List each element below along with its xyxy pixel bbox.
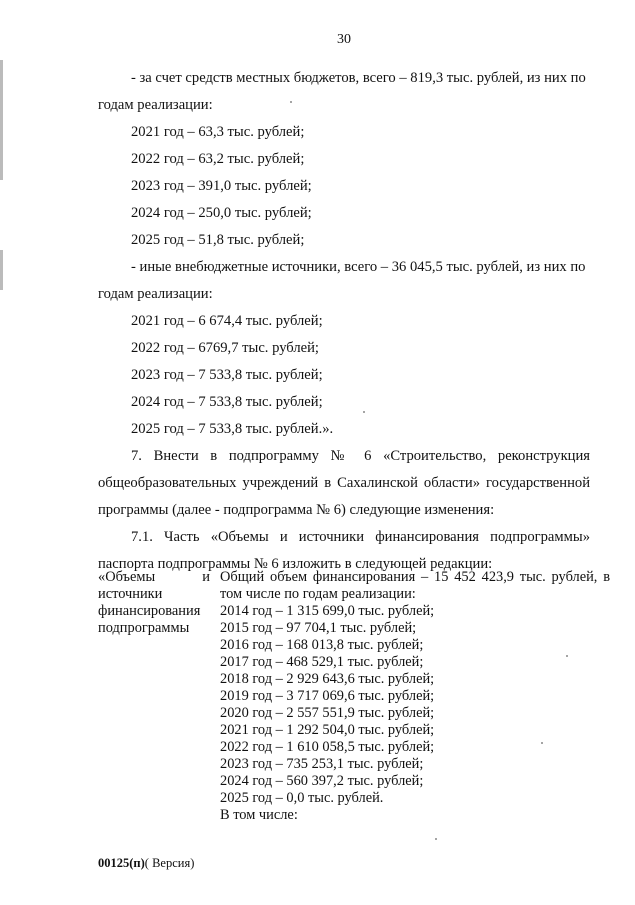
financing-year: 2019 год – 3 717 069,6 тыс. рублей; [220,688,435,704]
extra-budget-intro-cont: годам реализации: [98,286,213,302]
left-cell-line: источники [98,586,163,602]
local-budget-year: 2021 год – 63,3 тыс. рублей; [131,124,305,140]
local-budget-intro-cont: годам реализации: [98,97,213,113]
scan-speck [435,838,437,840]
scan-speck [290,101,292,103]
extra-budget-intro: - иные внебюджетные источники, всего – 36 045,5 тыс. рублей, из них по [131,259,586,275]
extra-budget-year: 2021 год – 6 674,4 тыс. рублей; [131,313,323,329]
financing-tail: В том числе: [220,807,298,823]
financing-total: Общий объем финансирования – 15 452 423,9 тыс. рублей, в том числе по годам реализации: [220,569,610,602]
item7-line1: 7. Внести в подпрограмму № 6 «Строительство, реконструкция [131,448,590,464]
document-footer [98,855,194,871]
financing-year: 2017 год – 468 529,1 тыс. рублей; [220,654,424,670]
financing-year: 2024 год – 560 397,2 тыс. рублей; [220,773,424,789]
item71-line1: 7.1. Часть «Объемы и источники финансирования подпрограммы» [131,529,590,545]
local-budget-year: 2023 год – 391,0 тыс. рублей; [131,178,312,194]
extra-budget-year: 2024 год – 7 533,8 тыс. рублей; [131,394,323,410]
item7-line3: программы (далее - подпрограмма № 6) следующие изменения: [98,502,495,518]
local-budget-year: 2024 год – 250,0 тыс. рублей; [131,205,312,221]
page-number: 30 [337,32,351,47]
local-budget-intro: - за счет средств местных бюджетов, всего – 819,3 тыс. рублей, из них по [131,70,586,86]
left-cell-word: «Объемы [98,569,156,585]
extra-budget-year: 2025 год – 7 533,8 тыс. рублей.». [131,421,334,437]
scan-speck [541,742,543,744]
left-cell-first-row [98,569,210,586]
financing-year: 2018 год – 2 929 643,6 тыс. рублей; [220,671,435,687]
local-budget-year: 2022 год – 63,2 тыс. рублей; [131,151,305,167]
item71-line2: паспорта подпрограммы № 6 изложить в следующей редакции: [98,556,493,572]
financing-year: 2025 год – 0,0 тыс. рублей. [220,790,384,806]
extra-budget-year: 2023 год – 7 533,8 тыс. рублей; [131,367,323,383]
table-right-cell [220,569,610,824]
financing-year: 2021 год – 1 292 504,0 тыс. рублей; [220,722,435,738]
left-cell-line: подпрограммы [98,620,190,636]
scan-edge [0,250,3,290]
scan-edge [0,60,3,180]
financing-year: 2020 год – 2 557 551,9 тыс. рублей; [220,705,435,721]
financing-year: 2023 год – 735 253,1 тыс. рублей; [220,756,424,772]
financing-year: 2014 год – 1 315 699,0 тыс. рублей; [220,603,435,619]
table-left-cell [98,569,210,637]
financing-year: 2022 год – 1 610 058,5 тыс. рублей; [220,739,435,755]
scan-speck [566,655,568,657]
left-cell-line: финансирования [98,603,201,619]
left-cell-word: и [202,569,210,585]
financing-year: 2016 год – 168 013,8 тыс. рублей; [220,637,424,653]
document-version: ( Версия) [144,856,195,870]
extra-budget-year: 2022 год – 6769,7 тыс. рублей; [131,340,319,356]
local-budget-year: 2025 год – 51,8 тыс. рублей; [131,232,305,248]
document-code: 00125(п) [98,856,145,870]
item7-line2: общеобразовательных учреждений в Сахалинской области» государственной [98,475,590,491]
financing-year: 2015 год – 97 704,1 тыс. рублей; [220,620,417,636]
scan-speck [363,411,365,413]
